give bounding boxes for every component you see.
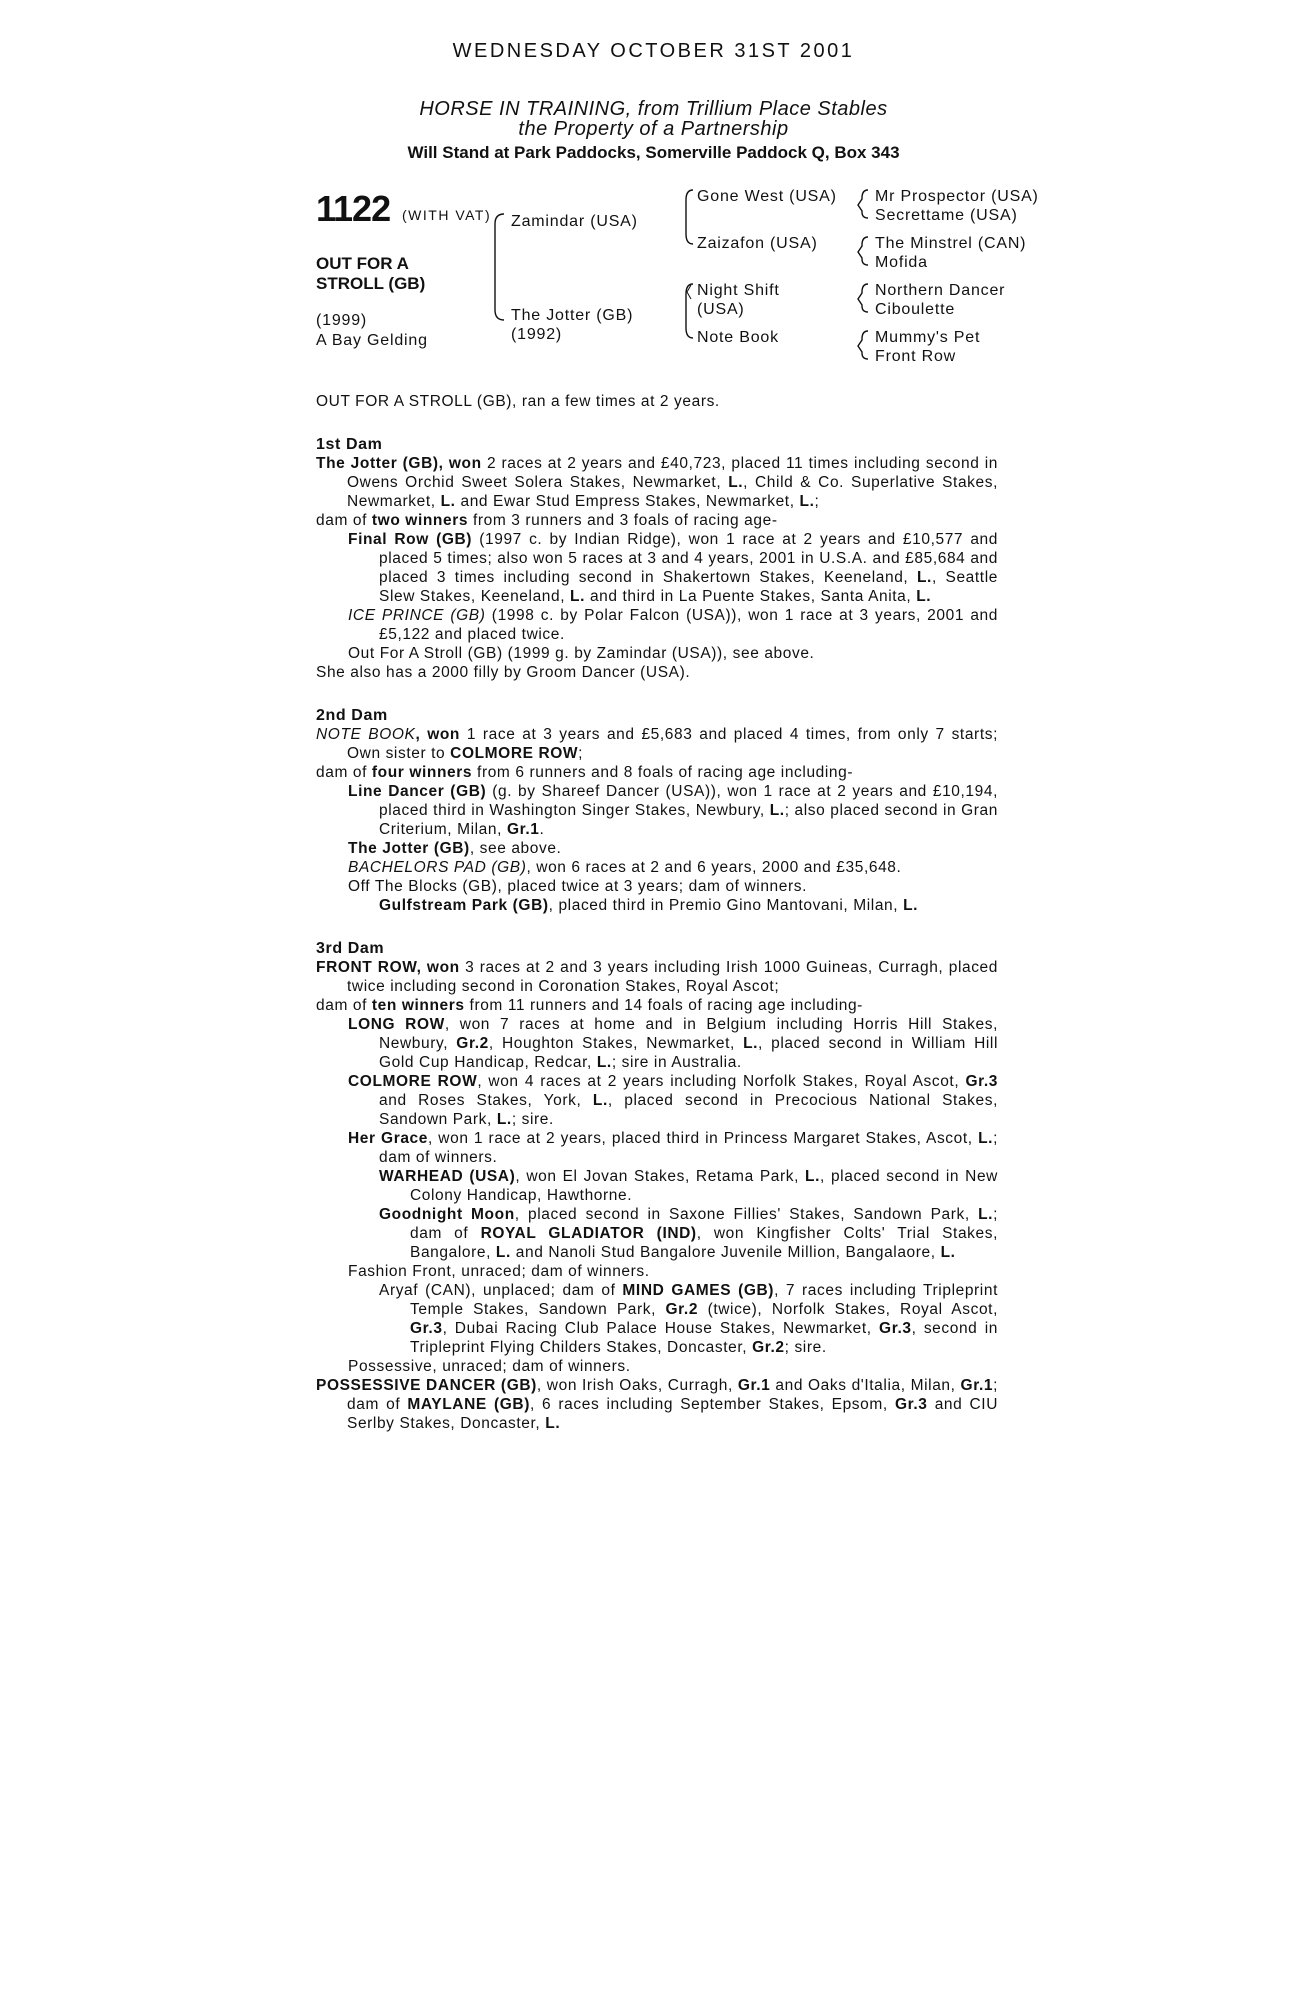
pedigree-brackets (0, 0, 1307, 380)
second-dam-record: NOTE BOOK, won 1 race at 3 years and £5,683 and placed 4 times, from only 7 starts; Own sister to COLMORE ROW; (316, 726, 998, 762)
lot-number: 1122 (316, 188, 391, 229)
pedigree-dam-year: (1992) (511, 326, 563, 343)
first-dam-foal-2: ICE PRINCE (GB) (1998 c. by Polar Falcon (USA)), won 1 race at 3 years, 2001 and £5,122 and placed twice. (348, 607, 998, 643)
second-dam-produce: dam of four winners from 6 runners and 8 foals of racing age including- (316, 764, 854, 781)
third-dam-grandfoal-3: Aryaf (CAN), unplaced; dam of MIND GAMES (GB), 7 races including Tripleprint Temple Stakes, Sandown Park, Gr.2 (twice), Norfolk Stakes, Royal Ascot, Gr.3, Dubai Racing Club Palace House Stakes, Newmarket, Gr.3, second in Tripleprint Flying Childers Stakes, Doncaster, Gr.2; sire. (379, 1282, 998, 1356)
first-dam-foal-3: Out For A Stroll (GB) (1999 g. by Zamindar (USA)), see above. (348, 645, 815, 662)
second-dam-grandfoal-1: Gulfstream Park (GB), placed third in Premio Gino Mantovani, Milan, L. (379, 897, 919, 914)
bracket-g2 (858, 237, 868, 265)
bracket-sire-dam (495, 214, 504, 320)
property-line: the Property of a Partnership (518, 118, 789, 140)
third-dam-foal-1: LONG ROW, won 7 races at home and in Belgium including Horris Hill Stakes, Newbury, Gr.2, Houghton Stakes, Newmarket, L., placed second in William Hill Gold Cup Handicap, Redcar, L.; sire in Australia. (348, 1016, 998, 1071)
third-dam-record: FRONT ROW, won 3 races at 2 and 3 years including Irish 1000 Guineas, Curragh, placed twice including second in Coronation Stakes, Royal Ascot; (316, 959, 998, 995)
consignor-line: HORSE IN TRAINING, from Trillium Place Stables (419, 98, 888, 120)
pedigree-sire-dam: Zaizafon (USA) (697, 235, 818, 252)
second-dam-foal-1: Line Dancer (GB) (g. by Shareef Dancer (USA)), won 1 race at 2 years and £10,194, placed third in Washington Singer Stakes, Newbury, L.; also placed second in Gran Criterium, Milan, Gr.1. (348, 783, 998, 838)
third-dam-foal-5: Possessive, unraced; dam of winners. (348, 1358, 631, 1375)
first-dam-heading: 1st Dam (316, 436, 383, 453)
intro-line: OUT FOR A STROLL (GB), ran a few times at 2 years. (316, 393, 720, 410)
third-dam-foal-3: Her Grace, won 1 race at 2 years, placed third in Princess Margaret Stakes, Ascot, L.; dam of winners. (348, 1130, 998, 1166)
first-dam-produce: dam of two winners from 3 runners and 3 foals of racing age- (316, 512, 778, 529)
third-dam-foal-2: COLMORE ROW, won 4 races at 2 years including Norfolk Stakes, Royal Ascot, Gr.3 and Roses Stakes, York, L., placed second in Precocious National Stakes, Sandown Park, L.; sire. (348, 1073, 998, 1128)
stand-line: Will Stand at Park Paddocks, Somerville Paddock Q, Box 343 (407, 143, 900, 162)
foaling-year: (1999) (316, 312, 368, 329)
pedigree-g1: Mr Prospector (USA) (875, 188, 1039, 205)
pedigree-dam-dam: Note Book (697, 329, 779, 346)
bracket-g1 (858, 190, 868, 218)
third-dam-foal-4: Fashion Front, unraced; dam of winners. (348, 1263, 650, 1280)
sale-date: WEDNESDAY OCTOBER 31ST 2001 (452, 40, 855, 62)
pedigree-g8: Front Row (875, 348, 956, 365)
pedigree-dam-sire: Night Shift (697, 282, 780, 299)
pedigree-g6: Ciboulette (875, 301, 956, 318)
vat-note: (WITH VAT) (402, 207, 492, 223)
pedigree-sire: Zamindar (USA) (511, 213, 638, 230)
bracket-sire (686, 190, 693, 244)
first-dam-foal-1: Final Row (GB) (1997 c. by Indian Ridge), won 1 race at 2 years and £10,577 and placed 5 times; also won 5 races at 3 and 4 years, 2001 in U.S.A. and £85,684 and placed 3 times including second in Shakertown Stakes, Keeneland, L., Seattle Slew Stakes, Keeneland, L. and third in La Puente Stakes, Santa Anita, L. (348, 531, 998, 605)
pedigree-g3: The Minstrel (CAN) (875, 235, 1027, 252)
pedigree-g4: Mofida (875, 254, 928, 271)
third-dam-grandfoal-2: Goodnight Moon, placed second in Saxone Fillies' Stakes, Sandown Park, L.; dam of ROYAL GLADIATOR (IND), won Kingfisher Colts' Trial Stakes, Bangalore, L. and Nanoli Stud Bangalore Juvenile Million, Bangalaore, L. (379, 1206, 998, 1261)
bracket-g3 (858, 284, 868, 312)
second-dam-foal-3: BACHELORS PAD (GB), won 6 races at 2 and 6 years, 2000 and £35,648. (348, 859, 902, 876)
second-dam-heading: 2nd Dam (316, 707, 388, 724)
horse-description: A Bay Gelding (316, 332, 428, 349)
pedigree-g2: Secrettame (USA) (875, 207, 1018, 224)
third-dam-grandfoal-1: WARHEAD (USA), won El Jovan Stakes, Retama Park, L., placed second in New Colony Handicap, Hawthorne. (379, 1168, 998, 1204)
third-dam-produce: dam of ten winners from 11 runners and 14 foals of racing age including- (316, 997, 863, 1014)
first-dam-record: The Jotter (GB), won 2 races at 2 years and £40,723, placed 11 times including second in Owens Orchid Sweet Solera Stakes, Newmarket, L., Child & Co. Superlative Stakes, Newmarket, L. and Ewar Stud Empress Stakes, Newmarket, L.; (316, 455, 999, 510)
catalogue-body (316, 392, 998, 1433)
bracket-g4 (858, 331, 868, 359)
second-dam-foal-2: The Jotter (GB), see above. (348, 840, 562, 857)
pedigree-g5: Northern Dancer (875, 282, 1006, 299)
horse-name: OUT FOR A STROLL (GB) (316, 254, 426, 293)
pedigree-dam-sire-country: (USA) (697, 301, 745, 318)
pedigree-sire-sire: Gone West (USA) (697, 188, 837, 205)
first-dam-note: She also has a 2000 filly by Groom Dancer (USA). (316, 664, 691, 681)
pedigree-dam: The Jotter (GB) (511, 307, 634, 324)
pedigree-g7: Mummy's Pet (875, 329, 981, 346)
third-dam-family-note: POSSESSIVE DANCER (GB), won Irish Oaks, Curragh, Gr.1 and Oaks d'Italia, Milan, Gr.1; dam of MAYLANE (GB), 6 races including September Stakes, Epsom, Gr.3 and CIU Serlby Stakes, Doncaster, L. (316, 1377, 999, 1432)
third-dam-heading: 3rd Dam (316, 940, 385, 957)
second-dam-foal-4: Off The Blocks (GB), placed twice at 3 years; dam of winners. (348, 878, 808, 895)
